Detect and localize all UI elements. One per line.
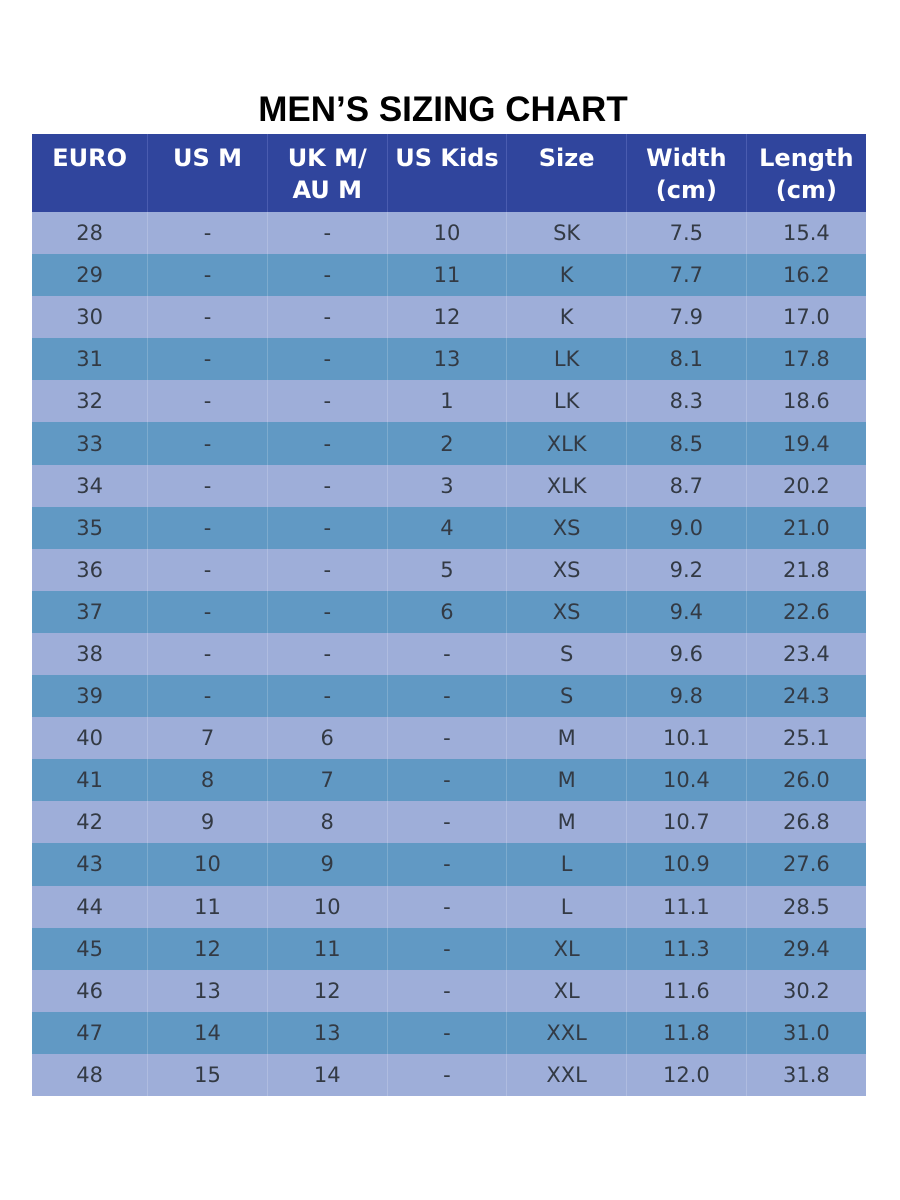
table-row: [32, 507, 866, 549]
cell-width: 7.5: [627, 212, 747, 254]
cell-uk-au-m: 8: [267, 801, 387, 843]
cell-us-kids: -: [387, 843, 507, 885]
cell-width: 10.7: [627, 801, 747, 843]
cell-length: 18.6: [746, 380, 866, 422]
cell-width: 9.4: [627, 591, 747, 633]
cell-euro: 42: [76, 810, 103, 835]
cell-width: 9.0: [627, 507, 747, 549]
cell-length: 23.4: [746, 633, 866, 675]
cell-size: LK: [507, 338, 627, 380]
cell-euro: 32: [76, 389, 103, 414]
cell-width: 7.7: [627, 254, 747, 296]
cell-size: XS: [507, 591, 627, 633]
cell-uk-au-m: 11: [267, 928, 387, 970]
table-row: [32, 886, 866, 928]
cell-euro: 44: [76, 894, 103, 919]
cell-width: 9.2: [627, 549, 747, 591]
cell-size: SK: [507, 212, 627, 254]
header-row: [32, 134, 866, 212]
cell-size: K: [507, 254, 627, 296]
cell-uk-au-m: -: [267, 465, 387, 507]
cell-euro: 35: [76, 515, 103, 540]
cell-euro: 48: [76, 1062, 103, 1087]
cell-us-kids: 1: [387, 380, 507, 422]
cell-length: 17.0: [746, 296, 866, 338]
cell-length: 17.8: [746, 338, 866, 380]
cell-us-m: -: [148, 549, 268, 591]
cell-uk-au-m: -: [267, 212, 387, 254]
cell-size: M: [507, 759, 627, 801]
header-size: Size: [507, 134, 627, 212]
cell-us-kids: -: [387, 759, 507, 801]
cell-euro: 38: [76, 641, 103, 666]
cell-length: 31.8: [746, 1054, 866, 1096]
cell-length: 16.2: [746, 254, 866, 296]
cell-euro: 39: [76, 684, 103, 709]
cell-length: 28.5: [746, 886, 866, 928]
cell-uk-au-m: -: [267, 422, 387, 464]
header-uk-au-m: UK M/ AU M: [267, 134, 387, 212]
cell-us-m: -: [148, 675, 268, 717]
cell-uk-au-m: -: [267, 254, 387, 296]
cell-size: XL: [507, 928, 627, 970]
cell-length: 19.4: [746, 422, 866, 464]
cell-length: 27.6: [746, 843, 866, 885]
cell-us-m: 14: [148, 1012, 268, 1054]
cell-size: S: [507, 633, 627, 675]
cell-euro: 30: [76, 305, 103, 330]
cell-euro: 43: [76, 852, 103, 877]
cell-uk-au-m: -: [267, 296, 387, 338]
cell-us-kids: 6: [387, 591, 507, 633]
table-row: [32, 380, 866, 422]
cell-euro: 33: [76, 431, 103, 456]
cell-euro: 31: [76, 347, 103, 372]
header-length: Length (cm): [746, 134, 866, 212]
cell-euro: 47: [76, 1020, 103, 1045]
table-row: [32, 970, 866, 1012]
chart-title: MEN’S SIZING CHART: [258, 90, 628, 129]
table-row: [32, 633, 866, 675]
cell-size: XS: [507, 549, 627, 591]
cell-euro: 41: [76, 768, 103, 793]
cell-width: 9.6: [627, 633, 747, 675]
cell-us-kids: 3: [387, 465, 507, 507]
table-row: [32, 928, 866, 970]
cell-length: 22.6: [746, 591, 866, 633]
cell-us-m: 13: [148, 970, 268, 1012]
cell-width: 7.9: [627, 296, 747, 338]
sizing-table: [32, 134, 866, 1096]
cell-us-m: 15: [148, 1054, 268, 1096]
cell-size: L: [507, 843, 627, 885]
cell-width: 11.6: [627, 970, 747, 1012]
cell-size: K: [507, 296, 627, 338]
cell-size: L: [507, 886, 627, 928]
cell-size: XXL: [507, 1012, 627, 1054]
cell-us-m: -: [148, 507, 268, 549]
cell-us-kids: -: [387, 801, 507, 843]
header-us-kids: US Kids: [387, 134, 507, 212]
cell-uk-au-m: 14: [267, 1054, 387, 1096]
header-euro: EURO: [32, 134, 148, 212]
cell-width: 11.8: [627, 1012, 747, 1054]
cell-size: M: [507, 801, 627, 843]
table-row: [32, 422, 866, 464]
cell-euro: 40: [76, 726, 103, 751]
cell-uk-au-m: 10: [267, 886, 387, 928]
cell-us-m: 11: [148, 886, 268, 928]
cell-size: XS: [507, 507, 627, 549]
cell-width: 8.5: [627, 422, 747, 464]
table-body: [32, 212, 866, 1096]
cell-us-kids: 10: [387, 212, 507, 254]
cell-euro: 46: [76, 978, 103, 1003]
cell-us-m: -: [148, 380, 268, 422]
cell-us-m: -: [148, 254, 268, 296]
cell-us-kids: 13: [387, 338, 507, 380]
cell-us-kids: 11: [387, 254, 507, 296]
cell-width: 8.1: [627, 338, 747, 380]
table-row: [32, 338, 866, 380]
cell-size: M: [507, 717, 627, 759]
cell-uk-au-m: 6: [267, 717, 387, 759]
cell-uk-au-m: -: [267, 507, 387, 549]
cell-length: 20.2: [746, 465, 866, 507]
cell-width: 8.7: [627, 465, 747, 507]
table-row: [32, 759, 866, 801]
cell-us-m: 9: [148, 801, 268, 843]
cell-us-kids: -: [387, 633, 507, 675]
cell-us-kids: -: [387, 1012, 507, 1054]
cell-width: 12.0: [627, 1054, 747, 1096]
cell-uk-au-m: -: [267, 591, 387, 633]
cell-uk-au-m: -: [267, 380, 387, 422]
cell-length: 21.8: [746, 549, 866, 591]
cell-length: 31.0: [746, 1012, 866, 1054]
cell-size: XL: [507, 970, 627, 1012]
cell-us-kids: 2: [387, 422, 507, 464]
header-width: Width (cm): [627, 134, 747, 212]
cell-us-m: 12: [148, 928, 268, 970]
table-row: [32, 1054, 866, 1096]
table-row: [32, 801, 866, 843]
cell-us-m: -: [148, 212, 268, 254]
cell-uk-au-m: 9: [267, 843, 387, 885]
table-row: [32, 1012, 866, 1054]
table-row: [32, 254, 866, 296]
cell-euro: 29: [76, 263, 103, 288]
cell-us-kids: -: [387, 970, 507, 1012]
cell-euro: 28: [76, 221, 103, 246]
cell-size: S: [507, 675, 627, 717]
cell-euro: 34: [76, 473, 103, 498]
cell-us-m: -: [148, 633, 268, 675]
cell-euro: 36: [76, 557, 103, 582]
cell-length: 30.2: [746, 970, 866, 1012]
cell-length: 26.8: [746, 801, 866, 843]
table-row: [32, 296, 866, 338]
cell-us-m: -: [148, 465, 268, 507]
cell-uk-au-m: 13: [267, 1012, 387, 1054]
cell-length: 26.0: [746, 759, 866, 801]
cell-us-kids: -: [387, 928, 507, 970]
cell-width: 10.4: [627, 759, 747, 801]
cell-us-kids: -: [387, 886, 507, 928]
cell-uk-au-m: 12: [267, 970, 387, 1012]
cell-us-kids: -: [387, 675, 507, 717]
cell-length: 24.3: [746, 675, 866, 717]
table-row: [32, 717, 866, 759]
cell-uk-au-m: -: [267, 675, 387, 717]
cell-uk-au-m: -: [267, 633, 387, 675]
cell-us-m: 7: [148, 717, 268, 759]
table-row: [32, 212, 866, 254]
cell-euro: 45: [76, 936, 103, 961]
cell-us-m: -: [148, 591, 268, 633]
cell-width: 10.1: [627, 717, 747, 759]
table-row: [32, 675, 866, 717]
cell-us-kids: -: [387, 1054, 507, 1096]
cell-us-kids: 12: [387, 296, 507, 338]
table-row: [32, 549, 866, 591]
cell-us-kids: 4: [387, 507, 507, 549]
cell-uk-au-m: 7: [267, 759, 387, 801]
cell-us-m: -: [148, 422, 268, 464]
cell-width: 9.8: [627, 675, 747, 717]
cell-size: XLK: [507, 422, 627, 464]
cell-uk-au-m: -: [267, 338, 387, 380]
cell-size: XXL: [507, 1054, 627, 1096]
table-row: [32, 843, 866, 885]
cell-width: 10.9: [627, 843, 747, 885]
cell-size: LK: [507, 380, 627, 422]
cell-uk-au-m: -: [267, 549, 387, 591]
cell-length: 25.1: [746, 717, 866, 759]
table-row: [32, 465, 866, 507]
cell-width: 8.3: [627, 380, 747, 422]
cell-us-m: 10: [148, 843, 268, 885]
cell-us-m: 8: [148, 759, 268, 801]
header-us-m: US M: [148, 134, 268, 212]
cell-length: 29.4: [746, 928, 866, 970]
table-row: [32, 591, 866, 633]
cell-us-m: -: [148, 338, 268, 380]
cell-size: XLK: [507, 465, 627, 507]
cell-us-kids: 5: [387, 549, 507, 591]
cell-length: 15.4: [746, 212, 866, 254]
cell-us-m: -: [148, 296, 268, 338]
cell-width: 11.3: [627, 928, 747, 970]
cell-width: 11.1: [627, 886, 747, 928]
cell-us-kids: -: [387, 717, 507, 759]
cell-length: 21.0: [746, 507, 866, 549]
cell-euro: 37: [76, 599, 103, 624]
